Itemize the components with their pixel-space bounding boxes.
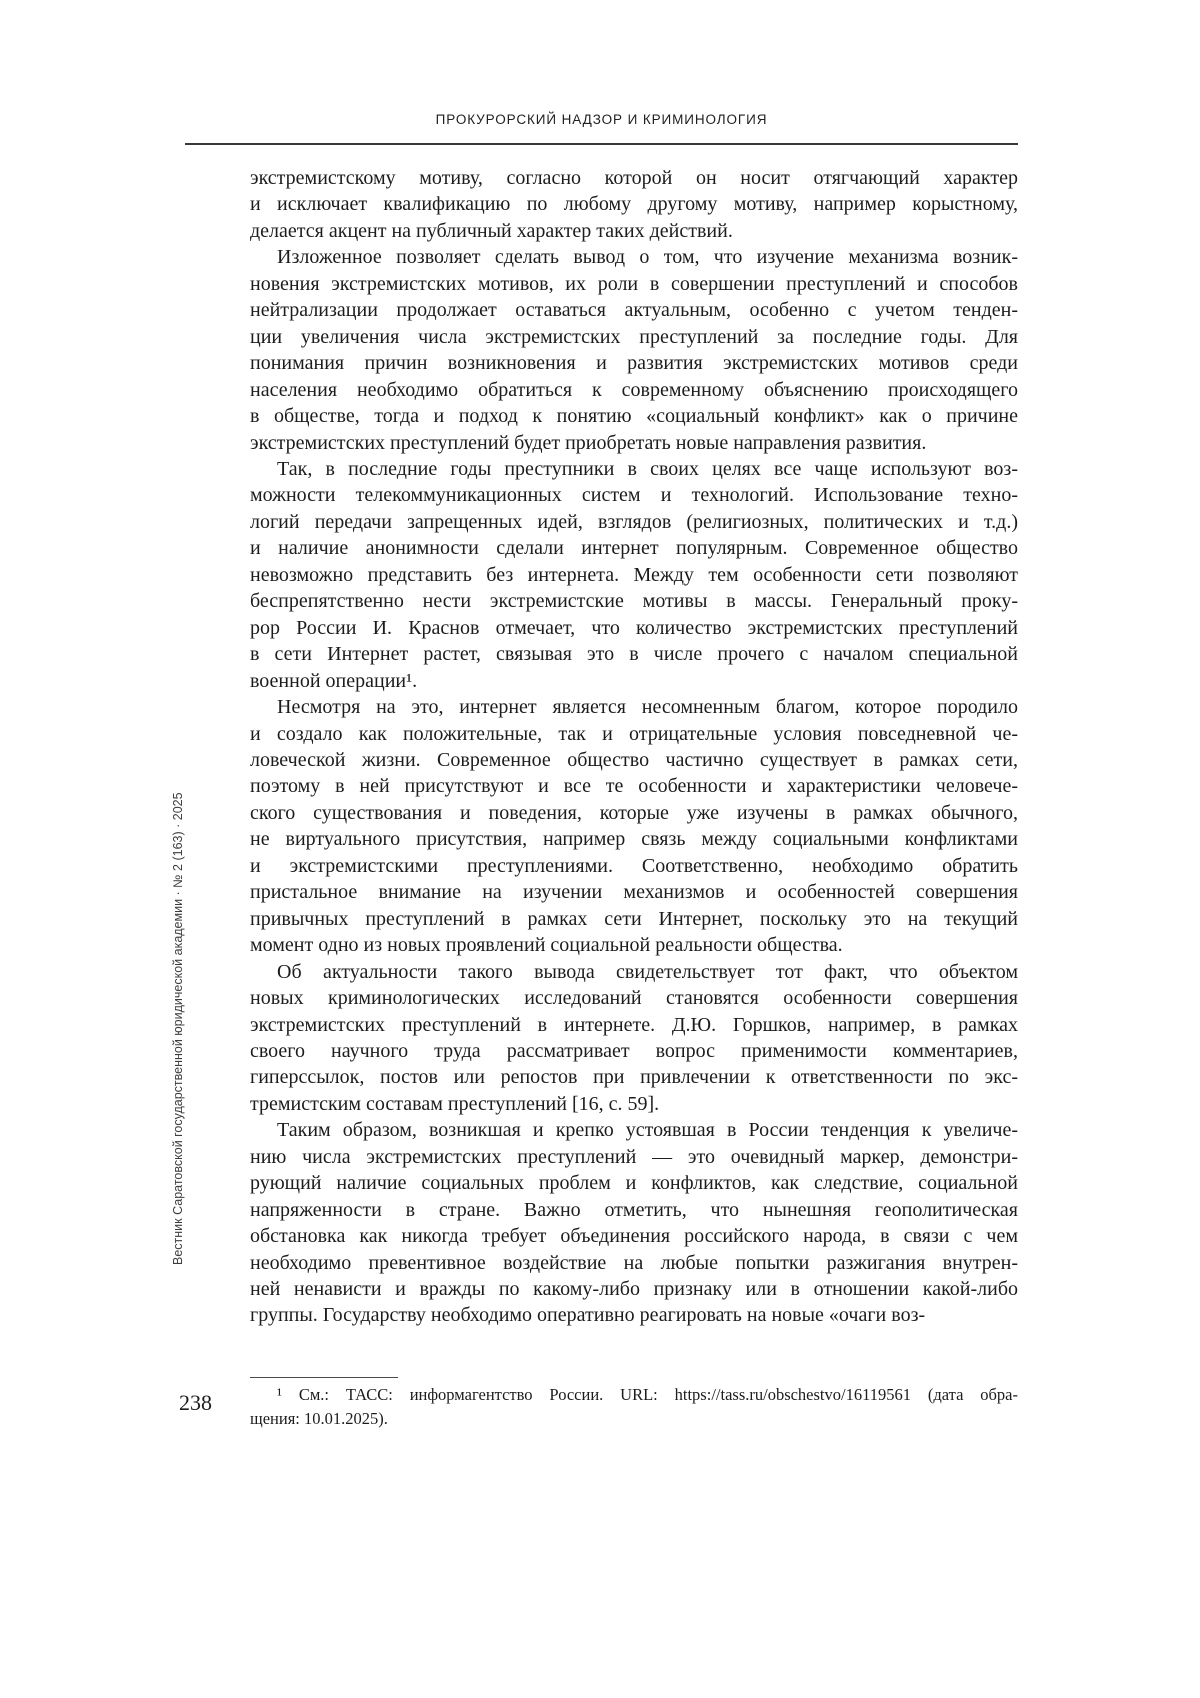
footnote-line: щения: 10.01.2025).	[250, 1409, 388, 1428]
text-line: тремистским составам преступлений [16, с. 59].	[250, 1092, 660, 1115]
text-line: Об актуальности такого вывода свидетельствует тот факт, что объектом	[277, 960, 1018, 983]
text-line: ловеческой жизни. Современное общество частично существует в рамках сети,	[250, 748, 1018, 771]
text-line: Изложенное позволяет сделать вывод о том, что изучение механизма возник-	[277, 246, 1018, 269]
text-line: необходимо превентивное воздействие на любые попытки разжигания внутрен-	[250, 1251, 1018, 1274]
running-header: ПРОКУРОРСКИЙ НАДЗОР И КРИМИНОЛОГИЯ	[435, 112, 768, 127]
paragraph	[250, 694, 1018, 959]
paragraph	[250, 959, 1018, 1118]
text-line: беспрепятственно нести экстремистские мотивы в массы. Генеральный проку-	[250, 590, 1018, 613]
paragraph	[250, 456, 1018, 694]
article-body	[250, 165, 1018, 1329]
text-line: новых криминологических исследований становятся особенности совершения	[250, 987, 1018, 1010]
text-line: Так, в последние годы преступники в своих целях все чаще используют воз-	[277, 457, 1018, 480]
text-line: своего научного труда рассматривает вопрос применимости комментариев,	[250, 1039, 1018, 1062]
text-line: делается акцент на публичный характер таких действий.	[250, 219, 733, 242]
paragraph	[250, 1117, 1018, 1329]
text-line: в обществе, тогда и подход к понятию «социальный конфликт» как о причине	[250, 405, 1018, 428]
text-line: можности телекоммуникационных систем и технологий. Использование техно-	[250, 484, 1018, 507]
text-line: обстановка как никогда требует объединения российского народа, в связи с чем	[250, 1225, 1018, 1248]
text-line: гиперссылок, постов или репостов при привлечении к ответственности по экс-	[250, 1066, 1018, 1089]
header-rule	[185, 143, 1018, 145]
text-line: невозможно представить без интернета. Между тем особенности сети позволяют	[250, 563, 1018, 586]
text-line: ней ненависти и вражды по какому-либо признаку или в отношении какой-либо	[250, 1278, 1018, 1301]
text-line: населения необходимо обратиться к современному объяснению происходящего	[250, 378, 1018, 401]
text-line: не виртуального присутствия, например связь между социальными конфликтами	[250, 828, 1018, 851]
text-line: рующий наличие социальных проблем и конфликтов, как следствие, социальной	[250, 1172, 1018, 1195]
footnote-separator	[250, 1377, 398, 1378]
text-line: логий передачи запрещенных идей, взглядов (религиозных, политических и т.д.)	[250, 510, 1018, 533]
text-line: нию числа экстремистских преступлений — это очевидный маркер, демонстри-	[250, 1145, 1018, 1168]
text-line: и наличие анонимности сделали интернет популярным. Современное общество	[250, 537, 1018, 560]
text-line: военной операции¹.	[250, 669, 418, 692]
text-line: группы. Государству необходимо оперативно реагировать на новые «очаги воз-	[250, 1304, 926, 1327]
text-line: понимания причин возникновения и развития экстремистских мотивов среди	[250, 352, 1018, 375]
text-line: ского существования и поведения, которые уже изучены в рамках обычного,	[250, 801, 1018, 824]
paragraph	[250, 165, 1018, 244]
text-line: момент одно из новых проявлений социальной реальности общества.	[250, 934, 843, 957]
paragraph	[250, 244, 1018, 456]
text-line: поэтому в ней присутствуют и все те особенности и характеристики человече-	[250, 775, 1018, 798]
text-line: и экстремистскими преступлениями. Соответственно, необходимо обратить	[250, 854, 1018, 877]
footnote-line: ¹ См.: ТАСС: информагентство России. URL: https://tass.ru/obschestvo/16119561 (дата обра-	[277, 1385, 1018, 1404]
text-line: нейтрализации продолжает оставаться актуальным, особенно с учетом тенден-	[250, 299, 1018, 322]
text-line: новения экстремистских мотивов, их роли в совершении преступлений и способов	[250, 272, 1018, 295]
text-line: экстремистских преступлений в интернете. Д.Ю. Горшков, например, в рамках	[250, 1013, 1018, 1036]
footnote	[250, 1383, 1018, 1431]
text-line: в сети Интернет растет, связывая это в числе прочего с началом специальной	[250, 643, 1018, 666]
text-line: напряженности в стране. Важно отметить, что нынешняя геополитическая	[250, 1198, 1018, 1221]
journal-sidebar-caption: Вестник Саратовской государственной юридической академии · № 2 (163) · 2025	[171, 792, 185, 1265]
text-line: Несмотря на это, интернет является несомненным благом, которое породило	[277, 696, 1018, 719]
text-line: рор России И. Краснов отмечает, что количество экстремистских преступлений	[250, 616, 1018, 639]
text-line: и исключает квалификацию по любому другому мотиву, например корыстному,	[250, 193, 1018, 216]
text-line: экстремистскому мотиву, согласно которой он носит отягчающий характер	[250, 167, 1018, 189]
text-line: экстремистских преступлений будет приобретать новые направления развития.	[250, 431, 927, 454]
text-line: и создало как положительные, так и отрицательные условия повседневной че-	[250, 722, 1018, 745]
text-line: привычных преступлений в рамках сети Интернет, поскольку это на текущий	[250, 907, 1018, 930]
page-number: 238	[179, 1390, 212, 1415]
text-line: Таким образом, возникшая и крепко устоявшая в России тенденция к увеличе-	[277, 1119, 1018, 1142]
text-line: пристальное внимание на изучении механизмов и особенностей совершения	[250, 881, 1018, 904]
text-line: ции увеличения числа экстремистских преступлений за последние годы. Для	[250, 325, 1018, 348]
